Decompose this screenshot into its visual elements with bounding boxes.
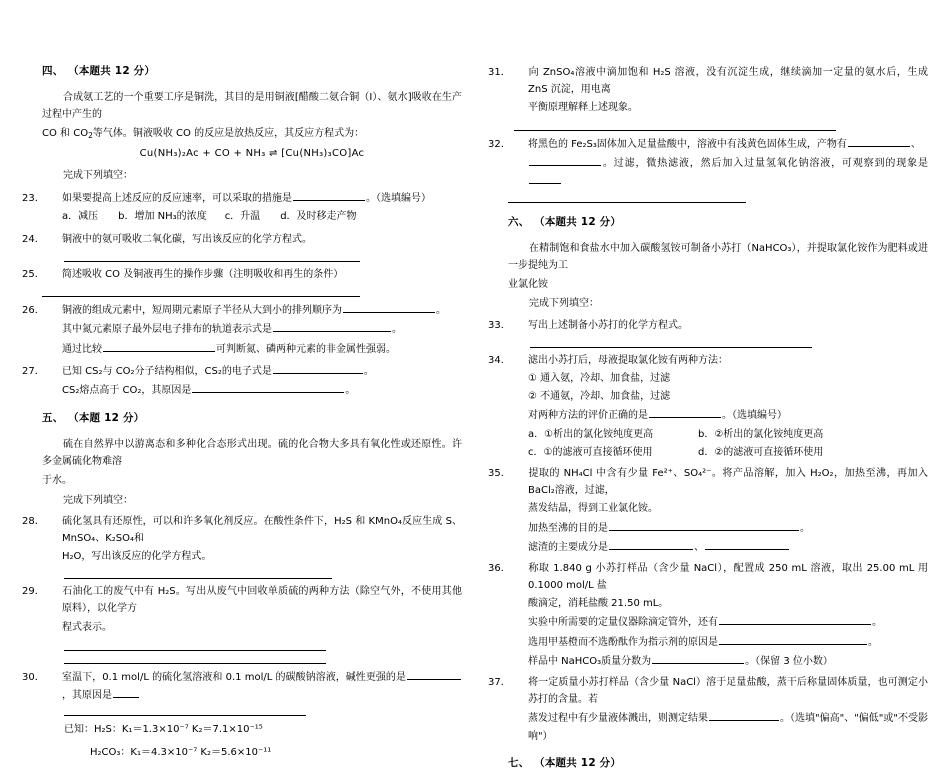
copper-liquid-equation: Cu(NH₃)₂Ac + CO + NH₃ ⇌ [Cu(NH₃)₃CO]Ac: [139, 148, 365, 160]
question-34-eval: [508, 406, 928, 424]
question-31-line2: 平衡原理解释上述现象。: [528, 102, 638, 114]
question-26-line2: [42, 320, 462, 338]
question-23-options: [42, 208, 462, 225]
question-23-text: 如果要提高上述反应的反应速率，可以采取的措施是: [62, 192, 292, 204]
section4-intro-line2: [42, 125, 462, 142]
section-number-7: 七、: [508, 756, 530, 769]
right-column: [488, 64, 928, 781]
question-26-line1-tail: 。: [436, 305, 446, 317]
question-25: [22, 266, 462, 283]
answer-blank-32-2[interactable]: [529, 154, 601, 166]
question-27-line2: [42, 381, 462, 399]
question-34-options-row1: [508, 426, 928, 443]
section-heading-6: [508, 215, 928, 231]
section-title-7: （本题共 12 分）: [539, 756, 622, 769]
section-title-6: （本题共 12 分）: [539, 216, 622, 229]
fill-prompt-6: 完成下列填空：: [529, 298, 599, 310]
question-35-line2: 蒸发结晶，得到工业氯化铵。: [528, 503, 658, 515]
answer-rule-28[interactable]: [64, 578, 332, 579]
question-36-line5-text: 样品中 NaHCO₃质量分数为: [528, 655, 652, 667]
answer-blank-36-2[interactable]: [719, 633, 867, 645]
question-34-text: 滤出小苏打后，母液提取氯化铵有两种方法：: [528, 354, 728, 366]
answer-blank-27-1[interactable]: [273, 362, 363, 374]
question-37-line2-tail: 。（选填"偏高"、"偏低"或"不受影响"）: [528, 713, 928, 742]
question-35-line3-tail: 。: [800, 522, 810, 534]
question-34-method-2: ② 不通氨，冷却、加食盐，过滤: [528, 391, 671, 403]
question-26-line1: 铜液的组成元素中，短周期元素原子半径从大到小的排列顺序为: [62, 305, 342, 317]
question-32-number: 32．: [488, 138, 511, 150]
option-34-c[interactable]: c．①的滤液可直接循环使用: [528, 446, 653, 458]
fill-prompt-4: 完成下列填空：: [63, 170, 133, 182]
question-36-line4: [508, 633, 928, 651]
section-number: 四、: [42, 65, 64, 77]
intro-tail-text: 等气体。铜液吸收 CO 的反应是放热反应，其反应方程式为：: [92, 128, 365, 140]
fill-prompt-5: 完成下列填空：: [63, 494, 133, 506]
question-36-line3: [508, 613, 928, 631]
question-33-number: 33．: [488, 319, 511, 331]
question-30-number: 30．: [22, 671, 45, 683]
question-24: [22, 231, 462, 248]
question-23-number: 23．: [22, 192, 45, 204]
question-29: [22, 583, 462, 617]
known-label: 已知：: [64, 724, 94, 736]
question-24-number: 24．: [22, 233, 45, 245]
question-32-line2: [508, 154, 928, 190]
question-36-line3-tail: 。: [872, 617, 882, 629]
question-34: [488, 352, 928, 369]
question-35-line3: [508, 519, 928, 537]
section-number-5: 五、: [42, 412, 64, 425]
question-27-line2-tail: 。: [345, 385, 356, 396]
question-28-line2: H₂O，写出该反应的化学方程式。: [62, 551, 212, 563]
question-31: [488, 64, 928, 98]
question-29-number: 29．: [22, 586, 45, 598]
answer-rule-29-1[interactable]: [64, 650, 326, 651]
answer-rule-24[interactable]: [64, 261, 360, 262]
question-26-line3-text: 通过比较: [62, 343, 102, 355]
two-column-layout: [22, 64, 928, 781]
question-32-line1: 将黑色的 Fe₂S₃固体加入足量盐酸中，溶液中有浅黄色固体生成，产物有: [528, 138, 847, 150]
question-24-text: 铜液中的氨可吸收二氧化碳，写出该反应的化学方程式。: [62, 233, 312, 245]
answer-rule-31[interactable]: [514, 130, 836, 131]
question-26-line3: [42, 340, 462, 358]
answer-rule-32[interactable]: [508, 202, 746, 203]
section-title: （本题共 12 分）: [73, 65, 156, 77]
answer-blank-30-1[interactable]: [407, 668, 461, 680]
section-title-5: （本题 12 分）: [73, 412, 145, 425]
question-31-number: 31．: [488, 67, 511, 78]
answer-blank-27-2[interactable]: [192, 381, 344, 393]
answer-blank-36-1[interactable]: [719, 613, 871, 625]
answer-rule-29-2[interactable]: [64, 663, 326, 664]
option-34-a[interactable]: a．①析出的氯化铵纯度更高: [528, 428, 654, 440]
answer-blank-32-1[interactable]: [848, 135, 910, 147]
question-34-number: 34．: [488, 354, 511, 366]
question-30-text: 室温下，0.1 mol/L 的硫化氢溶液和 0.1 mol/L 的碳酸钠溶液，碱性更强的是: [62, 671, 406, 683]
section-heading-5: [42, 411, 462, 427]
section6-intro-line1: 在精制饱和食盐水中加入碳酸氢铵可制备小苏打（NaHCO₃），并提取氯化铵作为肥料或进一步提纯为工: [508, 242, 928, 272]
question-32: [488, 135, 928, 153]
question-26-line2-tail: 。: [392, 324, 402, 336]
question-36-number: 36．: [488, 562, 511, 574]
question-35-line4: [508, 538, 928, 556]
question-25-number: 25．: [22, 269, 45, 281]
answer-blank-34[interactable]: [649, 406, 721, 418]
answer-blank-35-1[interactable]: [609, 519, 799, 531]
question-32-line1-tail: 、: [910, 138, 921, 150]
question-26-line2-text: 其中氮元素原子最外层电子排布的轨道表示式是: [62, 324, 272, 336]
question-27: [22, 362, 462, 380]
question-35-line4-text: 滤渣的主要成分是: [528, 541, 608, 553]
answer-blank-26-2[interactable]: [273, 320, 391, 332]
question-35: [488, 465, 928, 499]
question-27-line1-tail: 。: [363, 365, 374, 377]
question-28-line1: 硫化氢具有还原性，可以和许多氧化剂反应。在酸性条件下，H₂S 和 KMnO₄反应生成 S、MnSO₄、K₂SO₄和: [62, 515, 462, 544]
question-35-line4-tail: 、: [694, 541, 704, 553]
intro-co-text: CO 和 CO: [42, 128, 89, 140]
question-30: [22, 668, 462, 704]
question-23: [22, 189, 462, 207]
question-34-method-1: ① 通入氨，冷却、加食盐，过滤: [528, 373, 671, 384]
question-34-eval-tail: 。（选填编号）: [722, 410, 787, 422]
answer-rule-30[interactable]: [64, 715, 306, 716]
question-31-line1: 向 ZnSO₄溶液中滴加饱和 H₂S 溶液，没有沉淀生成，继续滴加一定量的氨水后，生成 ZnS 沉淀，用电离: [528, 67, 928, 96]
question-36-line4-text: 选用甲基橙而不选酚酞作为指示剂的原因是: [528, 636, 718, 648]
question-26-line3-tail: 可判断氮、磷两种元素的非金属性强弱。: [216, 343, 396, 355]
question-35-line3-text: 加热至沸的目的是: [528, 522, 608, 534]
answer-blank-35-3[interactable]: [705, 538, 789, 550]
question-37-line2-text: 蒸发过程中有少量液体溅出，则测定结果: [528, 713, 708, 725]
answer-blank-23[interactable]: [293, 189, 365, 201]
section-heading-7: [508, 756, 928, 772]
question-36-line3-text: 实验中所需要的定量仪器除滴定管外，还有: [528, 617, 718, 629]
answer-blank-32-3[interactable]: [529, 172, 561, 184]
known-row-2: H₂CO₃：K₁＝4.3×10⁻⁷ K₂＝5.6×10⁻¹¹: [90, 747, 272, 759]
left-column: [22, 64, 462, 762]
section4-intro-line1: 合成氨工艺的一个重要工序是铜洗，其目的是用铜液[醋酸二氨合铜（Ⅰ）、氨水]吸收在生产过程中产生的: [42, 91, 462, 120]
known-row-1: H₂S：K₁＝1.3×10⁻⁷ K₂＝7.1×10⁻¹⁵: [94, 724, 263, 736]
section-number-6: 六、: [508, 216, 530, 229]
question-36: [488, 560, 928, 594]
answer-blank-37[interactable]: [709, 709, 779, 721]
question-37-number: 37．: [488, 677, 511, 688]
question-26-number: 26．: [22, 305, 45, 317]
question-35-line1: 提取的 NH₄Cl 中含有少量 Fe²⁺、SO₄²⁻。将产品溶解，加入 H₂O₂，加热至沸，再加入 BaCl₂溶液，过滤，: [528, 467, 928, 497]
question-30-tail: ，其原因是: [62, 690, 112, 701]
co2-subscript: 2: [88, 131, 93, 141]
question-28: [22, 513, 462, 547]
option-34-d[interactable]: d．②的滤液可直接循环使用: [698, 446, 824, 458]
known-constants-2: [42, 743, 462, 762]
section6-intro-line2: 业氯化铵: [508, 279, 548, 291]
question-27-line2-text: CS₂熔点高于 CO₂，其原因是: [62, 385, 192, 396]
option-23-c[interactable]: c．升温: [224, 210, 261, 222]
answer-rule-25[interactable]: [42, 296, 360, 297]
question-29-line2: 程式表示。: [62, 621, 112, 633]
question-35-number: 35．: [488, 467, 511, 479]
question-36-line1: 称取 1.840 g 小苏打样品（含少量 NaCl），配置成 250 mL 溶液，取出 25.00 mL 用 0.1000 mol/L 盐: [528, 562, 928, 592]
question-37-line1: 将一定质量小苏打样品（含少量 NaCl）溶于足量盐酸，蒸干后称量固体质量，也可测定小苏打的含量。若: [528, 677, 928, 706]
question-33-text: 写出上述制备小苏打的化学方程式。: [528, 319, 688, 331]
question-26: [22, 301, 462, 319]
option-23-a[interactable]: a．减压: [62, 210, 99, 222]
question-36-line4-tail: 。: [868, 636, 878, 648]
question-34-options-row2: [508, 444, 928, 461]
option-23-d[interactable]: d．及时移走产物: [280, 210, 357, 222]
question-34-eval-text: 对两种方法的评价正确的是: [528, 410, 648, 422]
question-36-line2: 酸滴定，消耗盐酸 21.50 mL。: [528, 598, 669, 610]
answer-blank-35-2[interactable]: [609, 538, 693, 550]
question-36-line5-tail: 。（保留 3 位小数）: [745, 655, 833, 667]
question-27-line1: 已知 CS₂与 CO₂分子结构相似，CS₂的电子式是: [62, 365, 272, 377]
section-heading-4: [42, 64, 462, 80]
question-27-number: 27．: [22, 365, 45, 377]
option-34-b[interactable]: b．②析出的氯化铵纯度更高: [698, 428, 824, 440]
question-33: [488, 317, 928, 334]
option-23-b[interactable]: b．增加 NH₃的浓度: [118, 210, 207, 222]
question-29-line1: 石油化工的废气中有 H₂S。写出从废气中回收单质硫的两种方法（除空气外，不使用其他原料），以化学方: [62, 586, 462, 615]
section5-intro-line1: 硫在自然界中以游离态和多种化合态形式出现。硫的化合物大多具有氧化性或还原性。许多金属硫化物难溶: [42, 438, 462, 468]
answer-rule-33[interactable]: [530, 347, 812, 348]
question-28-number: 28．: [22, 515, 45, 527]
question-23-tail: 。（选填编号）: [366, 192, 431, 204]
section5-intro-line2: 于水。: [42, 475, 72, 487]
question-25-text: 简述吸收 CO 及铜液再生的操作步骤（注明吸收和再生的条件）: [62, 269, 344, 281]
known-constants: [42, 720, 462, 739]
question-32-line2-text: 。过滤，微热滤液，然后加入过量氢氧化钠溶液，可观察到的现象是: [602, 157, 928, 169]
answer-blank-26-1[interactable]: [343, 301, 435, 313]
answer-blank-30-2[interactable]: [113, 686, 139, 698]
question-36-line5: [508, 652, 928, 670]
answer-blank-26-3[interactable]: [103, 340, 215, 352]
answer-blank-36-3[interactable]: [652, 652, 744, 664]
question-37: [488, 674, 928, 708]
question-37-line2: [508, 709, 928, 744]
